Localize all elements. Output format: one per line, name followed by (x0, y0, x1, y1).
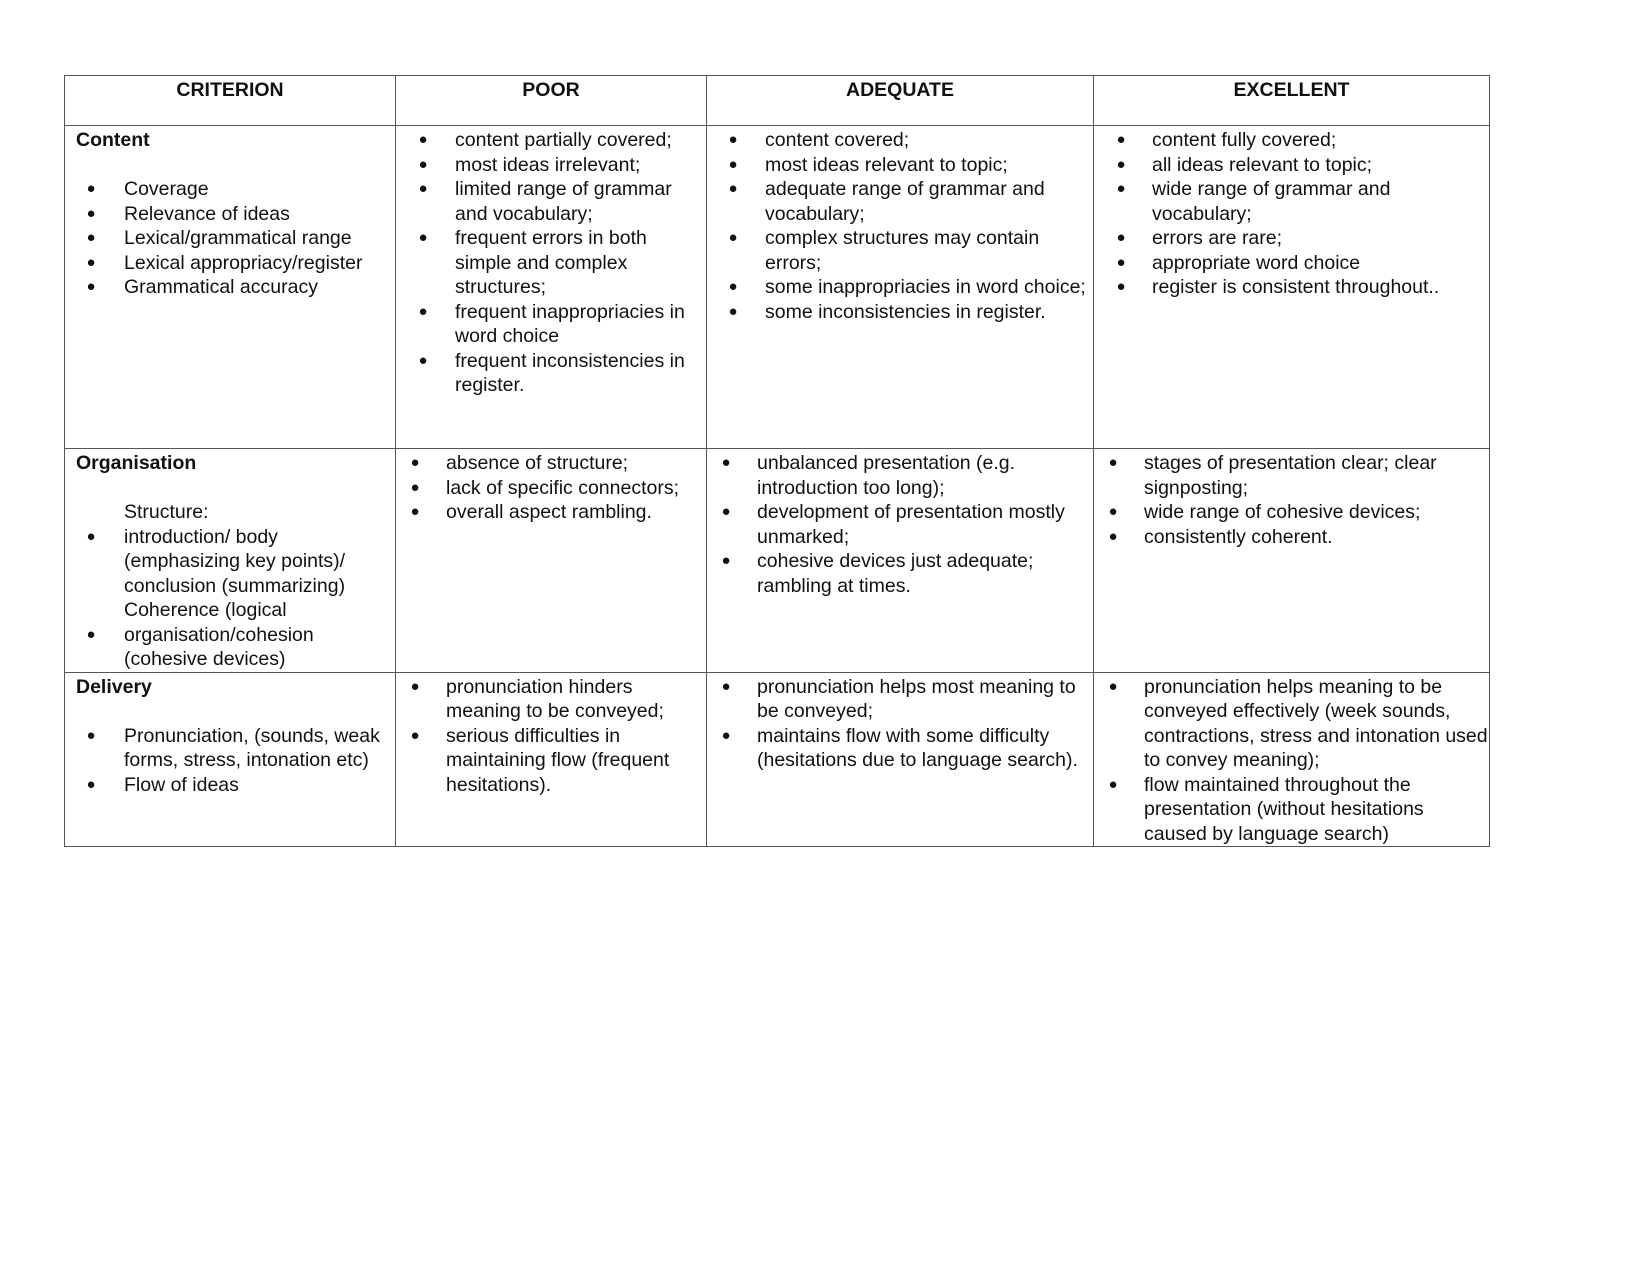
list-item: ● frequent inconsistencies in register. (396, 349, 706, 398)
bullet-icon: ● (418, 302, 428, 320)
bullet-icon: ● (86, 180, 96, 197)
bullet-icon: ● (86, 726, 96, 744)
header-adequate: ADEQUATE (707, 76, 1094, 126)
list-item: ● absence of structure; (396, 451, 706, 476)
bullet-icon: ● (86, 527, 96, 545)
table-row (65, 126, 1490, 449)
list-item: ● unbalanced presentation (e.g. introduction too long); (707, 451, 1093, 500)
bullet-icon: ● (86, 253, 96, 271)
list-item: ● introduction/ body (emphasizing key points)/ conclusion (summarizing) (65, 525, 395, 599)
bullet-icon: ● (418, 229, 428, 246)
bullet-icon: ● (418, 131, 428, 148)
bullet-icon: ● (1116, 155, 1126, 173)
poor-cell-content (396, 126, 707, 449)
bullet-icon: ● (1116, 278, 1126, 295)
table-row (65, 449, 1490, 673)
excellent-cell-content (1094, 126, 1490, 449)
bullet-icon: ● (721, 454, 731, 471)
list-item: ● Relevance of ideas (65, 202, 395, 227)
adequate-cell-organisation (707, 449, 1094, 673)
list-item: ● register is consistent throughout.. (1094, 275, 1489, 300)
list-item: ● content partially covered; (396, 128, 706, 153)
list-item: ● appropriate word choice (1094, 251, 1489, 276)
bullet-icon: ● (410, 478, 420, 496)
list-item: ● Pronunciation, (sounds, weak forms, stress, intonation etc) (65, 724, 395, 773)
adequate-cell-delivery (707, 672, 1094, 847)
list-item: ● Flow of ideas (65, 773, 395, 798)
bullet-icon: ● (86, 625, 96, 643)
list-item: ● most ideas relevant to topic; (707, 153, 1093, 178)
list-item: ● wide range of cohesive devices; (1094, 500, 1489, 525)
criterion-cell-delivery (65, 672, 396, 847)
bullet-icon: ● (410, 503, 420, 520)
rubric-table (64, 75, 1490, 847)
criterion-title: Delivery (76, 675, 152, 698)
list-item: ● organisation/cohesion (cohesive devices) (65, 623, 395, 672)
coherence-label: Coherence (logical (124, 599, 287, 621)
bullet-icon: ● (728, 229, 738, 246)
bullet-icon: ● (418, 155, 428, 173)
bullet-icon: ● (728, 155, 738, 173)
list-item: ● wide range of grammar and vocabulary; (1094, 177, 1489, 226)
list-item: ● content fully covered; (1094, 128, 1489, 153)
list-item: ● consistently coherent. (1094, 525, 1489, 550)
list-item: ● serious difficulties in maintaining flow (frequent hesitations). (396, 724, 706, 798)
list-item: ● errors are rare; (1094, 226, 1489, 251)
list-item: ● frequent errors in both simple and complex structures; (396, 226, 706, 300)
list-item: ● Grammatical accuracy (65, 275, 395, 300)
list-item: ● Lexical/grammatical range (65, 226, 395, 251)
list-item: ● limited range of grammar and vocabulary; (396, 177, 706, 226)
bullet-icon: ● (410, 726, 420, 744)
list-item: ● frequent inappropriacies in word choice (396, 300, 706, 349)
criterion-title: Organisation (76, 452, 197, 474)
bullet-icon: ● (721, 677, 731, 695)
header-criterion: CRITERION (65, 76, 396, 126)
list-item: ● all ideas relevant to topic; (1094, 153, 1489, 178)
list-item: ● pronunciation helps meaning to be conveyed effectively (week sounds, contractions, stress and intonation used to convey meaning); (1094, 675, 1489, 773)
poor-cell-delivery (396, 672, 707, 847)
bullet-icon: ● (721, 726, 731, 744)
bullet-icon: ● (721, 552, 731, 569)
criterion-title: Content (76, 129, 150, 151)
bullet-icon: ● (1116, 180, 1126, 197)
list-item: ● complex structures may contain errors; (707, 226, 1093, 275)
bullet-icon: ● (1108, 454, 1118, 471)
bullet-icon: ● (410, 454, 420, 471)
criterion-list (65, 177, 395, 300)
bullet-icon: ● (721, 503, 731, 520)
list-item: ● some inconsistencies in register. (707, 300, 1093, 325)
excellent-cell-delivery (1094, 672, 1490, 847)
criterion-list (65, 525, 395, 599)
poor-cell-organisation (396, 449, 707, 673)
criterion-list (65, 623, 395, 672)
bullet-icon: ● (1108, 775, 1118, 793)
excellent-cell-organisation (1094, 449, 1490, 673)
bullet-icon: ● (1108, 503, 1118, 520)
bullet-icon: ● (1108, 677, 1118, 695)
bullet-icon: ● (1116, 229, 1126, 246)
list-item: ● maintains flow with some difficulty (hesitations due to language search). (707, 724, 1093, 773)
bullet-icon: ● (86, 204, 96, 222)
table-row (65, 672, 1490, 847)
list-item: ● most ideas irrelevant; (396, 153, 706, 178)
list-item: ● stages of presentation clear; clear signposting; (1094, 451, 1489, 500)
list-item: ● some inappropriacies in word choice; (707, 275, 1093, 300)
structure-label: Structure: (124, 501, 209, 523)
bullet-icon: ● (1108, 527, 1118, 545)
bullet-icon: ● (1116, 253, 1126, 271)
list-item: ● adequate range of grammar and vocabulary; (707, 177, 1093, 226)
list-item: ● Lexical appropriacy/register (65, 251, 395, 276)
criterion-list (65, 724, 395, 798)
list-item: ● pronunciation hinders meaning to be conveyed; (396, 675, 706, 724)
bullet-icon: ● (728, 302, 738, 320)
header-row (65, 76, 1490, 126)
criterion-cell-content (65, 126, 396, 449)
header-excellent: EXCELLENT (1094, 76, 1490, 126)
list-item: ● lack of specific connectors; (396, 476, 706, 501)
bullet-icon: ● (86, 278, 96, 295)
list-item: ● pronunciation helps most meaning to be conveyed; (707, 675, 1093, 724)
list-item: ● overall aspect rambling. (396, 500, 706, 525)
bullet-icon: ● (728, 131, 738, 148)
bullet-icon: ● (418, 180, 428, 197)
list-item: ● flow maintained throughout the presentation (without hesitations caused by language search) (1094, 773, 1489, 847)
bullet-icon: ● (728, 180, 738, 197)
list-item: ● content covered; (707, 128, 1093, 153)
list-item: ● Coverage (65, 177, 395, 202)
header-poor: POOR (396, 76, 707, 126)
adequate-cell-content (707, 126, 1094, 449)
list-item: ● cohesive devices just adequate; rambling at times. (707, 549, 1093, 598)
bullet-icon: ● (86, 775, 96, 793)
bullet-icon: ● (410, 677, 420, 695)
criterion-cell-organisation (65, 449, 396, 673)
bullet-icon: ● (1116, 131, 1126, 148)
bullet-icon: ● (418, 351, 428, 369)
list-item: ● development of presentation mostly unmarked; (707, 500, 1093, 549)
bullet-icon: ● (86, 229, 96, 246)
bullet-icon: ● (728, 278, 738, 295)
